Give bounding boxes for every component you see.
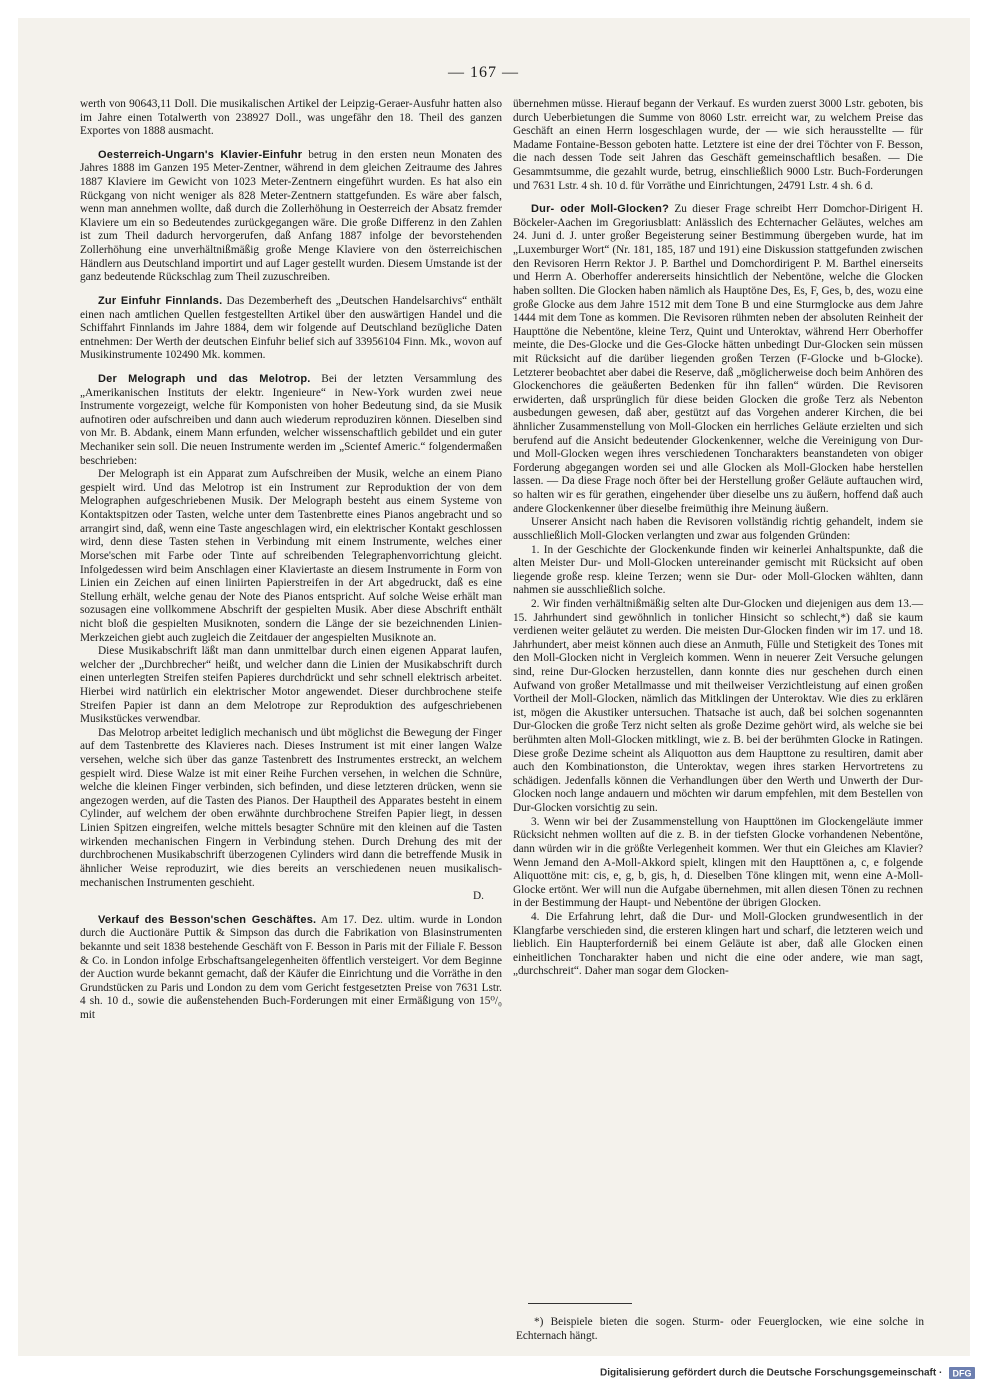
signature: D.	[473, 890, 484, 903]
paragraph: 4. Die Erfahrung lehrt, daß die Dur- und Moll-Glocken grundwesentlich in der Klangfarbe verschieden sind, die ersteren klingen hart und scharf, die letzteren weich und lieblich. Ein Haupterforderniß bei einem Geläute ist aber, daß alle Glocken einen einheitlichen Toncharakter haben und nicht die eine oder andere, wie man sagt, „durchschreit“. Daher man sogar dem Glocken-	[513, 910, 923, 978]
paragraph	[80, 149, 502, 285]
paragraph: übernehmen müsse. Hierauf begann der Verkauf. Es wurden zuerst 3000 Lstr. geboten, bis durch Ueberbietungen die Summe von 8060 Lstr. erreicht war, zu welchem Preise das Geschäft an einen Herrn losgeschlagen wurde, der — wie sich herausstellte — für Madame Fontaine-Besson geboten hatte. Letztere ist eine der drei Töchter von F. Besson, die nach dessen Tode seit Jahren das Geschäft gemeinschaftlich besaßen. — Die Gesammtsumme, die gezahlt wurde, betrug, einschließlich 9000 Lstr. Buch-Forderungen und 7631 Lstr. 4 sh. 10 d. für Vorräthe und Einrichtungen, 24791 Lstr. 4 sh. 6 d.	[513, 98, 923, 192]
section-text: Bei der letzten Versammlung des „Amerikanischen Instituts der elektr. Ingenieure“ in New-York wurden zwei neue Instrumente vorgezeigt, welche für Komponisten von hoher Bedeutung sind, da sie Musik aufnotiren oder aufschreiben und dann auch wiederum reproduziren können. Dieselben sind von Mr. B. Abdank, einem Mann erfunden, welcher wissenschaftlich gebildet und ein guter Mechaniker sein soll. Die neuen Instrumente werden im „Scientef Americ.“ folgendermaßen beschrieben:	[80, 372, 502, 467]
section-heading: Verkauf des Besson'schen Geschäftes.	[98, 913, 317, 926]
section-heading: Dur- oder Moll-Glocken?	[531, 203, 669, 216]
section-text: Zu dieser Frage schreibt Herr Domchor-Dirigent H. Böckeler-Aachen im Gregoriusblatt: Anlässlich des Echternacher Geläutes, welches am 24. Juni d. J. unter großer Begeisterung seiner Bestimmung übergeben wurde, hat im „Luxemburger Wort“ (Nr. 181, 185, 187 und 191) eine Diskussion stattgefunden zwischen den Revisoren Herrn Rektor J. P. Barthel und Domchordirigent P. M. Barthel einerseits und Herrn A. Oberhoffer andererseits hinsichtlich der Nebentöne, welche die Glocken haben sollten. Die Glocken haben nämlich als Hauptöne Des, Es, F, Ges, b, des, wozu eine große Glocke aus dem Jahre 1512 mit dem Tone B und eine Sturmglocke aus dem Jahre 1444 mit dem Tone as kommen. Die Revisoren rühmten neben der absoluten Reinheit der Haupttöne die Nebentöne, kleine Terz, Quint und Unteroktav, während Herr Oberhoffer meinte, die Des-Glocke und die Ges-Glocke hätten unbedingt Dur-Glocken sein müssen mit Rücksicht auf die darüber liegenden großen Terzen (F-Glocke und b-Glocke). Letzterer beobachtet aber dabei die Reserve, daß „möglicherweise doch beim Anhören des Glockenchores die geäußerten Bedenken für ihn fallen“ würden. Die Revisoren erwiderten, daß ursprünglich für diese beiden Glocken die große Terz als Nebenton ausbedungen gewesen, daß aber, gestützt auf das Vorgehen anderer Kirchen, die bei ähnlicher Zusammenstellung von Moll-Glocken ein herrliches Geläute erzielten und sich berufend auf die Ansicht bedeutender Glockenkenner, welche die Vereinigung von Dur- und Moll-Glocken wegen ihres verschiedenen Toncharakters beanstandeten von obiger Forderung abgegangen worden sei und alle Glocken als Moll-Glocken habe herstellen lassen. — Da diese Frage noch öfter bei der Herstellung großer Geläute auftauchen wird, so halten wir es für gerathen, eingehender über dieselbe uns zu äußern, hoffend daß auch andere Glockenkenner über dieselbe freimüthig ihre Meinung äußern.	[513, 203, 924, 515]
paragraph	[80, 914, 502, 1023]
section-heading: Der Melograph und das Melotrop.	[98, 372, 311, 385]
section-text: betrug in den ersten neun Monaten des Jahres 1888 im Ganzen 195 Meter-Zentner, während in dem gleichen Zeitraume des Jahres 1887 Klaviere im Gewicht von 1023 Meter-Zentnern eingeführt wurden. Es hat also ein Rückgang von nicht weniger als 828 Meter-Zentnern stattgefunden. Es wäre aber falsch, wenn man annehmen wollte, daß durch die Zollerhöhung in Oesterreich der Absatz fremder Klaviere um ein so Bedeutendes zurückgegangen wäre. Die große Differenz in den Zahlen ist zum Theil dadurch hervorgerufen, daß Anfang 1887 infolge der bevorstehenden Zollerhöhung eine unverhältnißmäßig große Menge Klaviere von den österreichischen Händlern aus Deutschland importirt und auf Lager gestellt wurden. Diesem Umstande ist der ganz bedeutende Rückschlag zum Theil zuzuschreiben.	[80, 148, 502, 284]
paragraph: Der Melograph ist ein Apparat zum Aufschreiben der Musik, welche an einem Piano gespielt wird. Und das Melotrop ist ein Instrument zur Reproduktion der von dem Melographen aufgeschriebenen Musik. Der Melograph besteht aus einem Systeme von Kontaktspitzen oder Tasten, welche unter dem Tastenbrette eines Pianos angebracht und so arrangirt sind, daß, wenn eine Taste angeschlagen wird, ein elektrischer Kontakt geschlossen wird, denn diese Tasten stehen in Verbindung mit einem Instrumente, welches einer Morse'schen mit Farbe oder Tinte auf schreibenden Telegraphenvorrichtung gleicht. Infolgedessen wird beim Anschlagen einer Klaviertaste an diesem Instrumente in Form von Linien ein Zeichen auf einen liniirten Papierstreifen in der Art abgedruckt, daß es eine Stellung erhält, welche genau der Note des Pianos entspricht. Auf solche Weise erhält man sozusagen eine vollkommene Abschrift der gespielten Musik. Aber diese Abschrift enthält nicht bloß die gespielten Musiknoten, sondern die Länge der sie bezeichnenden Linien-Merkzeichen giebt auch zugleich die Zeitdauer der angespielten Musiknote an.	[80, 468, 502, 644]
paragraph: werth von 90643,11 Doll. Die musikalischen Artikel der Leipzig-Geraer-Ausfuhr hatten also im Jahre einen Totalwerth von 238927 Doll., was ungefähr den 18. Theil des ganzen Exportes von 1888 ausmacht.	[80, 98, 502, 138]
dfg-credit: Digitalisierung gefördert durch die Deutsche Forschungsgemeinschaft · DFG	[600, 1367, 975, 1379]
paragraph: Unserer Ansicht nach haben die Revisoren vollständig richtig gehandelt, indem sie ausschließlich Moll-Glocken verlangten und zwar aus folgenden Gründen:	[513, 516, 923, 542]
credit-text: Digitalisierung gefördert durch die Deutsche Forschungsgemeinschaft	[600, 1367, 937, 1379]
svg-text:DFG: DFG	[952, 1368, 972, 1379]
scanned-page	[18, 18, 970, 1356]
paragraph: 1. In der Geschichte der Glockenkunde finden wir keinerlei Anhaltspunkte, daß die alten Meister Dur- und Moll-Glocken untereinander gemischt mit Rücksicht auf oben liegende große resp. kleine Terzen; wenn sie Dur- oder Moll-Glocken wählten, dann nahmen sie ausschließlich solche.	[513, 543, 923, 597]
section-text: Am 17. Dez. ultim. wurde in London durch die Auctionäre Puttik & Simpson das durch die Fabrikation von Blasinstrumenten bekannte und seit 1838 bestehende Geschäft von F. Besson in Paris mit der Filiale F. Besson & Co. in London infolge Erbschaftsangelegenheiten öffentlich versteigert. Vor dem Beginne der Auction wurde bekannt gemacht, daß der Käufer die Einrichtung und die Vorräthe in den Grundstücken zu Paris und London zu dem vom Gericht festgesetzten Preise von 7631 Lstr. 4 sh. 10 d., sowie die außenstehenden Buch-Forderungen mit einer Ermäßigung von 15⁰/₀ mit	[80, 913, 503, 1021]
paragraph: 3. Wenn wir bei der Zusammenstellung von Haupttönen im Glockengeläute immer Rücksicht nehmen wollten auf die z. B. in der tiefsten Glocke vorhandenen Nebentöne, dann würden wir in die größte Verlegenheit kommen. Wer thut ein Gleiches am Klavier? Wenn Jemand den A-Moll-Akkord spielt, klingen mit den Haupttönen a, c, e folgende Aliquottöne mit: cis, e, g, b, gis, h, d. Dieselben Töne klingen mit, wenn eine A-Moll-Glocke ertönt. Wer will nun die Aufgabe übernehmen, mit allen diesen Tönen zu rechnen in der Bestimmung der Haupt- und Nebentöne der übrigen Glocken.	[513, 815, 923, 910]
footnote: *) Beispiele bieten die sogen. Sturm- oder Feuerglocken, wie eine solche in Echternach hängt.	[516, 1316, 924, 1342]
paragraph	[513, 203, 923, 516]
right-column	[513, 98, 923, 979]
paragraph: Das Melotrop arbeitet lediglich mechanisch und übt möglichst die Bewegung der Finger auf dem Tastenbrette des Klavieres nach. Dieses Instrument ist mit einer langen Walze versehen, welche sich über das ganze Tastenbrett des Instrumentes erstreckt, an welchem gespielt wird. Diese Walze ist mit einer Reihe Furchen versehen, in welchen die Schnüre, welche die kleinen Finger verbinden, sich befinden, und diese letzteren drücken, wenn sie angezogen werden, auf die Tasten des Pianos. Der Hauptheil des Apparates besteht in einem Cylinder, auf welchem der oben erwähnte durchbrochene Streifen Papier liegt, in dessen Linien Spitzen eingreifen, welche mittels besagter Schnüre mit den kleinen auf die Tasten wirkenden mechanischen Fingern in Verbindung stehen. Durch Drehung des mit der durchbrochenen Musikabschrift überzogenen Cylinders wird dann die betreffende Musik in ähnlicher Weise reproduzirt, wie dies bereits an verschiedenen neuen musikalisch-mechanischen Instrumenten geschieht.	[80, 726, 502, 889]
section-text: Das Dezemberheft des „Deutschen Handelsarchivs“ enthält einen nach amtlichen Quellen festgestellten Artikel über den auswärtigen Handel und die Schiffahrt Finnlands im Jahre 1884, dem wir folgende auf Deutschland bezügliche Daten entnehmen: Der Werth der deutschen Einfuhr belief sich auf 33956104 Finn. Mk., wovon auf Musikinstrumente 102490 Mk. kommen.	[80, 294, 502, 362]
left-column	[80, 98, 502, 1023]
footnote-rule	[528, 1303, 632, 1304]
paragraph: Diese Musikabschrift läßt man dann unmittelbar durch einen eigenen Apparat laufen, welcher der „Durchbrecher“ heißt, und welcher dann die Linien der Musikabschrift durch einen unterlegten Streifen steifen Papieres durchdrückt und sehr schnell elektrisch arbeitet. Hierbei wird natürlich ein elektrischer Motor angewendet. Dieser durchbrochene steife Streifen Papier ist dann an dem Melotrope zur Reproduktion des aufgeschriebenen Musikstückes verwendbar.	[80, 645, 502, 726]
section-heading: Zur Einfuhr Finnlands.	[98, 294, 223, 307]
page-number: — 167 —	[448, 64, 519, 81]
paragraph: 2. Wir finden verhältnißmäßig selten alte Dur-Glocken und diejenigen aus dem 13.—15. Jahrhundert sind gewöhnlich in tonlicher Hinsicht so schlecht,*) daß sie kaum verdienen weiter geläutet zu werden. Die meisten Dur-Glocken finden wir im 17. und 18. Jahrhundert, aber meist können auch diese an Anmuth, Fülle und Stetigkeit des Tones mit den Moll-Glocken nicht in Vergleich kommen. Wenn in neuerer Zeit Versuche gelungen sind, reine Dur-Glocken herzustellen, dann konnte dies nur geschehen durch einen Aufwand von großer Metallmasse und mit theilweiser Verzichtleistung auf einen großen Vortheil der Moll-Glocken, nämlich das Mitklingen der Unteroktav. Wie dies zu erklären ist, mögen die Akustiker untersuchen. Thatsache ist auch, daß bei solchen sogenannten Dur-Glocken die große Terz nicht selten als große Dezime gehört wird, als welche sie bei berühmten alten Moll-Glocken mitklingt, wie z. B. bei der berühmten Glocke in Ratingen. Diese große Dezime scheint als Aliquotton aus dem Haupttone zu resultiren, damit aber auch den Kombinationston, die Unteroktav, wegen ihres starken Hervortretens zu schädigen. Jedenfalls können die Verhandlungen über den Werth und Unwerth der Dur-Glocken noch lange andauern und möchten wir darum empfehlen, mit dem Bestellen von Dur-Glocken vorsichtig zu sein.	[513, 597, 923, 815]
section-heading: Oesterreich-Ungarn's Klavier-Einfuhr	[98, 148, 303, 161]
dfg-logo-icon	[949, 1367, 975, 1379]
paragraph	[80, 295, 502, 363]
paragraph	[80, 373, 502, 468]
